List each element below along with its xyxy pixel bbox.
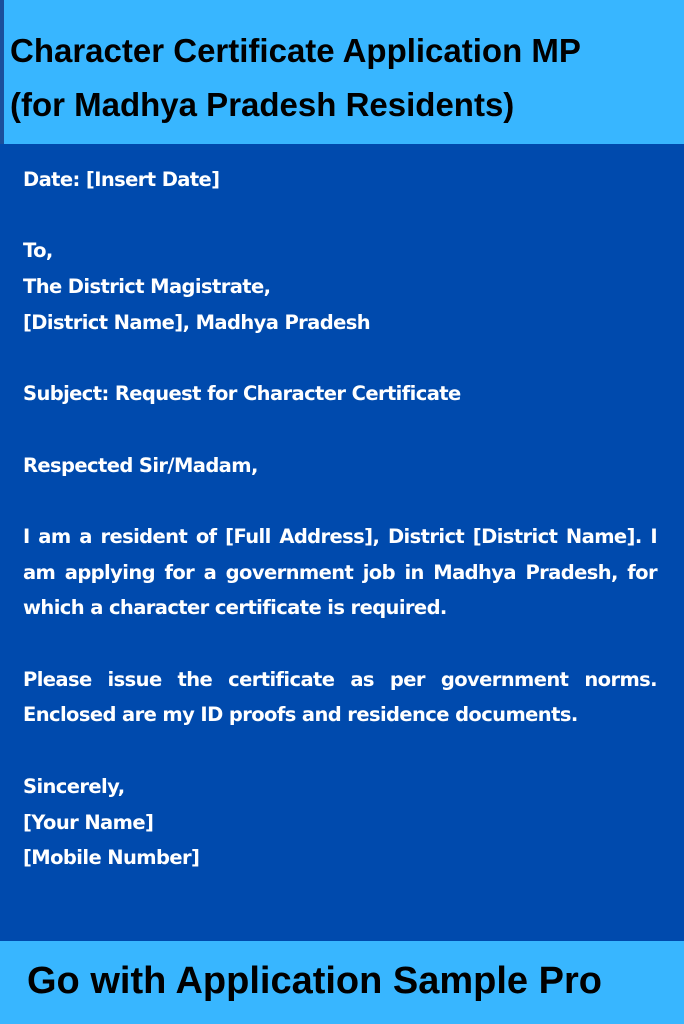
header-banner [0, 0, 684, 144]
page-title [10, 24, 680, 132]
spacer [23, 483, 657, 519]
letter-recipient-location: [District Name], Madhya Pradesh [23, 310, 371, 334]
letter-body-paragraph-1: I am a resident of [Full Address], District [District Name]. I am applying for a government job in Madhya Pradesh, for which a character certificate is required. [23, 524, 657, 620]
spacer [23, 733, 657, 769]
letter-subject: Subject: Request for Character Certificate [23, 382, 461, 406]
spacer [23, 626, 657, 662]
letter-body-paragraph-2: Please issue the certificate as per government norms. Enclosed are my ID proofs and residence documents. [23, 667, 657, 727]
letter-recipient: The District Magistrate, [23, 275, 271, 299]
spacer [23, 198, 657, 234]
letter-to: To, [23, 239, 53, 263]
letter-closing: Sincerely, [23, 774, 125, 798]
footer-text: Go with Application Sample Pro [27, 960, 602, 1002]
spacer [23, 412, 657, 448]
letter-body [23, 162, 657, 876]
spacer [23, 341, 657, 377]
footer-banner [0, 941, 684, 1024]
letter-mobile-number: [Mobile Number] [23, 846, 200, 870]
letter-date: Date: [Insert Date] [23, 168, 220, 191]
page-title-line-1: Character Certificate Application MP [10, 32, 581, 69]
letter-signature-name: [Your Name] [23, 810, 154, 834]
letter-salutation: Respected Sir/Madam, [23, 453, 258, 477]
page-title-line-2: (for Madhya Pradesh Residents) [10, 86, 515, 123]
